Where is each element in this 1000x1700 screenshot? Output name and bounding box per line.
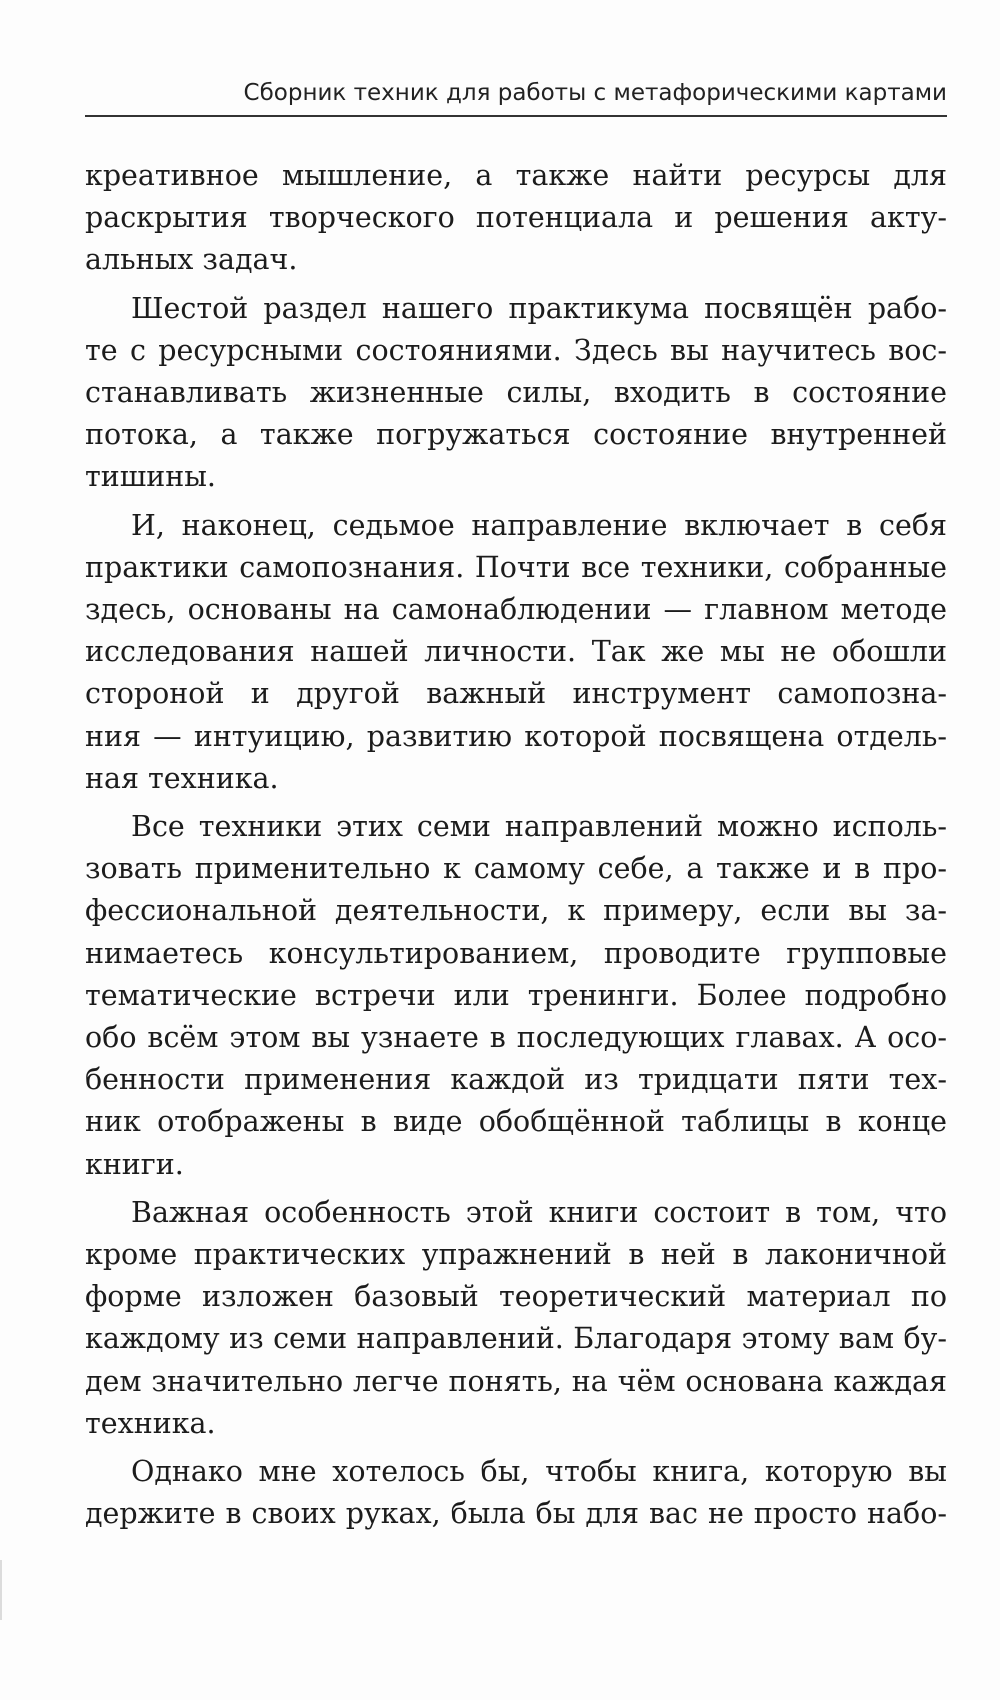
text-line: дем значительно легче понять, на чём основана каждая bbox=[85, 1364, 947, 1398]
paragraph-1 bbox=[85, 155, 947, 282]
paragraph-2 bbox=[85, 288, 947, 499]
paragraph-5 bbox=[85, 1192, 947, 1445]
paragraph-3 bbox=[85, 505, 947, 800]
text-line: стороной и другой важный инструмент самопозна- bbox=[85, 677, 947, 711]
running-header: Сборник техник для работы с метафорическими картами bbox=[243, 80, 947, 106]
text-line: ник отображены в виде обобщённой таблицы в конце bbox=[85, 1105, 947, 1139]
text-line: техника. bbox=[85, 1406, 216, 1440]
text-line: креативное мышление, а также найти ресурсы для bbox=[85, 159, 947, 192]
text-line: альных задач. bbox=[85, 243, 298, 277]
paragraph-4 bbox=[85, 806, 947, 1186]
text-line: ная техника. bbox=[85, 761, 279, 795]
text-line: раскрытия творческого потенциала и решения акту- bbox=[85, 201, 947, 235]
text-line: Шестой раздел нашего практикума посвящён рабо- bbox=[131, 291, 947, 325]
text-line: держите в своих руках, была бы для вас не просто набо- bbox=[85, 1497, 947, 1531]
text-line: тишины. bbox=[85, 460, 216, 494]
text-line: обо всём этом вы узнаете в последующих главах. А осо- bbox=[85, 1021, 947, 1055]
text-line: ния — интуицию, развитию которой посвящена отдель- bbox=[85, 719, 947, 753]
paragraph-6 bbox=[85, 1451, 947, 1535]
text-line: станавливать жизненные силы, входить в состояние bbox=[85, 376, 947, 410]
text-line: тематические встречи или тренинги. Более подробно bbox=[85, 978, 947, 1012]
header-rule bbox=[85, 115, 947, 117]
text-line: исследования нашей личности. Так же мы не обошли bbox=[85, 635, 947, 669]
page-edge-mark bbox=[0, 1560, 2, 1620]
text-line: Важная особенность этой книги состоит в том, что bbox=[131, 1195, 947, 1229]
text-line: потока, а также погружаться состояние внутренней bbox=[85, 418, 947, 452]
text-line: те с ресурсными состояниями. Здесь вы научитесь вос- bbox=[85, 333, 947, 367]
text-line: фессиональной деятельности, к примеру, если вы за- bbox=[85, 894, 947, 928]
text-line: зовать применительно к самому себе, а также и в про- bbox=[85, 852, 947, 886]
text-line: практики самопознания. Почти все техники, собранные bbox=[85, 550, 947, 584]
text-line: Все техники этих семи направлений можно исполь- bbox=[131, 810, 947, 844]
text-line: бенности применения каждой из тридцати пяти тех- bbox=[85, 1063, 947, 1097]
text-line: каждому из семи направлений. Благодаря этому вам бу- bbox=[85, 1322, 947, 1356]
text-line: нимаетесь консультированием, проводите групповые bbox=[85, 936, 947, 970]
text-line: кроме практических упражнений в ней в лаконичной bbox=[85, 1238, 947, 1272]
body-text bbox=[85, 155, 947, 1542]
text-line: И, наконец, седьмое направление включает в себя bbox=[131, 508, 947, 542]
text-line: здесь, основаны на самонаблюдении — главном методе bbox=[85, 593, 947, 627]
text-line: форме изложен базовый теоретический материал по bbox=[85, 1280, 947, 1314]
text-line: книги. bbox=[85, 1147, 184, 1181]
text-line: Однако мне хотелось бы, чтобы книга, которую вы bbox=[131, 1455, 947, 1489]
